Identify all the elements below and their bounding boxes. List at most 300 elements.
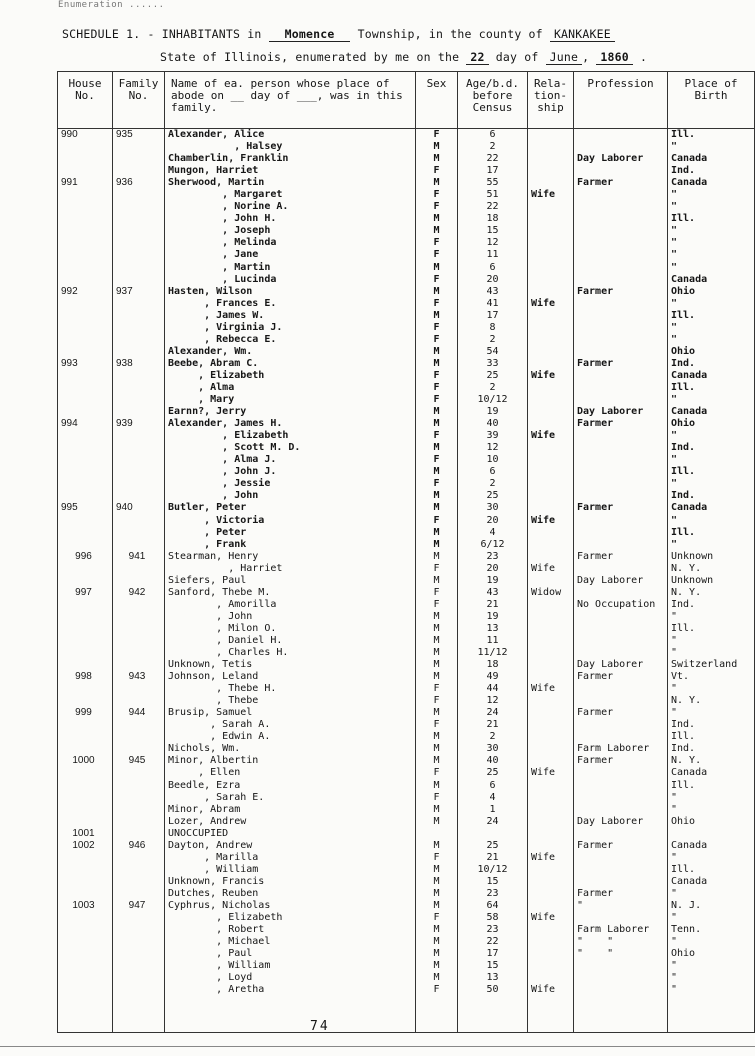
- sex-cell: M: [416, 153, 458, 165]
- sex-cell: F: [416, 165, 458, 177]
- family-number-cell: [113, 635, 165, 647]
- birthplace-cell: ": [668, 611, 755, 623]
- person-name-cell: , John: [165, 490, 416, 502]
- house-number-cell: 995: [58, 502, 113, 514]
- family-number-cell: [113, 816, 165, 828]
- age-cell: 41: [458, 298, 528, 310]
- family-number-cell: [113, 792, 165, 804]
- person-name-cell: , William: [165, 864, 416, 876]
- sex-cell: M: [416, 900, 458, 912]
- table-row: [58, 153, 755, 165]
- relationship-cell: [528, 707, 574, 719]
- age-cell: 39: [458, 430, 528, 442]
- birthplace-cell: Canada: [668, 274, 755, 286]
- table-row: [58, 792, 755, 804]
- sex-cell: M: [416, 972, 458, 984]
- sex-cell: F: [416, 767, 458, 779]
- relationship-cell: [528, 780, 574, 792]
- profession-cell: [574, 370, 668, 382]
- birthplace-cell: ": [668, 141, 755, 153]
- table-row: [58, 310, 755, 322]
- family-number-cell: [113, 948, 165, 960]
- person-name-cell: , Amorilla: [165, 599, 416, 611]
- table-row: [58, 442, 755, 454]
- relationship-cell: [528, 623, 574, 635]
- relationship-cell: [528, 948, 574, 960]
- sex-cell: M: [416, 659, 458, 671]
- age-cell: 64: [458, 900, 528, 912]
- profession-cell: [574, 780, 668, 792]
- person-name-cell: , Alma: [165, 382, 416, 394]
- column-header-row: [58, 72, 755, 129]
- person-name-cell: Siefers, Paul: [165, 575, 416, 587]
- family-number-cell: 937: [113, 286, 165, 298]
- birthplace-cell: Ill.: [668, 310, 755, 322]
- age-cell: 20: [458, 563, 528, 575]
- filler-cell: [574, 996, 668, 1032]
- family-number-cell: [113, 539, 165, 551]
- family-number-cell: 944: [113, 707, 165, 719]
- age-cell: 2: [458, 478, 528, 490]
- person-name-cell: Dutches, Reuben: [165, 888, 416, 900]
- table-row: [58, 502, 755, 514]
- age-cell: 24: [458, 816, 528, 828]
- age-cell: 11/12: [458, 647, 528, 659]
- sex-cell: F: [416, 599, 458, 611]
- sex-cell: M: [416, 960, 458, 972]
- person-name-cell: , Martin: [165, 262, 416, 274]
- relationship-cell: [528, 671, 574, 683]
- house-number-cell: [58, 575, 113, 587]
- age-cell: 40: [458, 418, 528, 430]
- age-cell: 51: [458, 189, 528, 201]
- house-number-cell: 996: [58, 551, 113, 563]
- person-name-cell: , Rebecca E.: [165, 334, 416, 346]
- profession-cell: [574, 430, 668, 442]
- profession-cell: [574, 141, 668, 153]
- age-cell: 23: [458, 551, 528, 563]
- house-number-cell: 994: [58, 418, 113, 430]
- family-number-cell: [113, 647, 165, 659]
- relationship-cell: [528, 478, 574, 490]
- table-row: [58, 611, 755, 623]
- age-cell: 6: [458, 780, 528, 792]
- family-number-cell: 935: [113, 129, 165, 142]
- relationship-cell: [528, 237, 574, 249]
- family-number-cell: [113, 165, 165, 177]
- table-row: [58, 551, 755, 563]
- sex-cell: M: [416, 876, 458, 888]
- county-name: KANKAKEE: [550, 27, 615, 42]
- relationship-cell: Wife: [528, 767, 574, 779]
- birthplace-cell: Ill.: [668, 466, 755, 478]
- family-number-cell: [113, 249, 165, 261]
- person-name-cell: , Aretha: [165, 984, 416, 996]
- family-number-cell: [113, 864, 165, 876]
- enumeration-month: June: [546, 50, 583, 65]
- sex-cell: M: [416, 647, 458, 659]
- sex-cell: M: [416, 707, 458, 719]
- family-number-cell: [113, 515, 165, 527]
- table-row: [58, 527, 755, 539]
- sex-cell: M: [416, 490, 458, 502]
- column-house-header: House No.: [58, 72, 113, 129]
- profession-cell: Day Laborer: [574, 153, 668, 165]
- profession-cell: Day Laborer: [574, 406, 668, 418]
- table-row: [58, 900, 755, 912]
- age-cell: 19: [458, 611, 528, 623]
- relationship-cell: [528, 454, 574, 466]
- house-number-cell: 997: [58, 587, 113, 599]
- age-cell: 49: [458, 671, 528, 683]
- birthplace-cell: ": [668, 237, 755, 249]
- birthplace-cell: ": [668, 647, 755, 659]
- family-number-cell: 945: [113, 755, 165, 767]
- table-row: [58, 683, 755, 695]
- sex-cell: [416, 828, 458, 840]
- relationship-cell: Wife: [528, 563, 574, 575]
- house-number-cell: [58, 454, 113, 466]
- age-cell: 4: [458, 792, 528, 804]
- family-number-cell: 939: [113, 418, 165, 430]
- house-number-cell: [58, 490, 113, 502]
- relationship-cell: [528, 611, 574, 623]
- birthplace-cell: N. Y.: [668, 695, 755, 707]
- house-number-cell: [58, 731, 113, 743]
- age-cell: 11: [458, 635, 528, 647]
- house-number-cell: [58, 370, 113, 382]
- profession-cell: No Occupation: [574, 599, 668, 611]
- sex-cell: F: [416, 792, 458, 804]
- profession-cell: [574, 864, 668, 876]
- profession-cell: " ": [574, 948, 668, 960]
- person-name-cell: Nichols, Wm.: [165, 743, 416, 755]
- age-cell: 15: [458, 225, 528, 237]
- family-number-cell: [113, 370, 165, 382]
- house-number-cell: [58, 394, 113, 406]
- house-number-cell: [58, 406, 113, 418]
- sex-cell: F: [416, 237, 458, 249]
- profession-cell: Day Laborer: [574, 575, 668, 587]
- filler-cell: [668, 996, 755, 1032]
- profession-cell: " ": [574, 936, 668, 948]
- age-cell: 54: [458, 346, 528, 358]
- birthplace-cell: Ill.: [668, 864, 755, 876]
- table-row: [58, 647, 755, 659]
- relationship-cell: [528, 527, 574, 539]
- relationship-cell: Wife: [528, 515, 574, 527]
- relationship-cell: [528, 201, 574, 213]
- sex-cell: M: [416, 936, 458, 948]
- profession-cell: Farmer: [574, 286, 668, 298]
- age-cell: 17: [458, 310, 528, 322]
- person-name-cell: Johnson, Leland: [165, 671, 416, 683]
- person-name-cell: , Jessie: [165, 478, 416, 490]
- filler-cell: [416, 996, 458, 1032]
- table-row: [58, 960, 755, 972]
- birthplace-cell: ": [668, 298, 755, 310]
- table-row: [58, 382, 755, 394]
- person-name-cell: , Melinda: [165, 237, 416, 249]
- profession-cell: [574, 719, 668, 731]
- sex-cell: M: [416, 177, 458, 189]
- family-number-cell: [113, 888, 165, 900]
- house-number-cell: 1002: [58, 840, 113, 852]
- birthplace-cell: ": [668, 394, 755, 406]
- age-cell: 30: [458, 743, 528, 755]
- birthplace-cell: ": [668, 515, 755, 527]
- age-cell: 21: [458, 719, 528, 731]
- sex-cell: M: [416, 225, 458, 237]
- person-name-cell: Minor, Abram: [165, 804, 416, 816]
- sex-cell: M: [416, 310, 458, 322]
- house-number-cell: [58, 201, 113, 213]
- profession-cell: [574, 792, 668, 804]
- age-cell: 4: [458, 527, 528, 539]
- sex-cell: M: [416, 539, 458, 551]
- sex-cell: M: [416, 755, 458, 767]
- table-row: [58, 804, 755, 816]
- person-name-cell: , Edwin A.: [165, 731, 416, 743]
- person-name-cell: , Norine A.: [165, 201, 416, 213]
- person-name-cell: Lozer, Andrew: [165, 816, 416, 828]
- table-row: [58, 358, 755, 370]
- profession-cell: [574, 623, 668, 635]
- relationship-cell: Widow: [528, 587, 574, 599]
- house-number-cell: [58, 888, 113, 900]
- column-relationship-header: Rela-tion-ship: [528, 72, 574, 129]
- person-name-cell: , Margaret: [165, 189, 416, 201]
- table-row: [58, 828, 755, 840]
- table-row: [58, 322, 755, 334]
- table-row: [58, 249, 755, 261]
- family-number-cell: [113, 322, 165, 334]
- age-cell: 23: [458, 924, 528, 936]
- age-cell: 12: [458, 442, 528, 454]
- house-number-cell: 990: [58, 129, 113, 142]
- table-row: [58, 406, 755, 418]
- birthplace-cell: Ohio: [668, 346, 755, 358]
- person-name-cell: , John J.: [165, 466, 416, 478]
- person-name-cell: , Frances E.: [165, 298, 416, 310]
- profession-cell: [574, 972, 668, 984]
- house-number-cell: [58, 334, 113, 346]
- profession-cell: [574, 695, 668, 707]
- family-number-cell: [113, 490, 165, 502]
- birthplace-cell: ": [668, 454, 755, 466]
- sex-cell: M: [416, 948, 458, 960]
- age-cell: 10: [458, 454, 528, 466]
- sex-cell: M: [416, 840, 458, 852]
- age-cell: 20: [458, 274, 528, 286]
- schedule-prefix: SCHEDULE 1. - INHABITANTS in: [62, 27, 262, 41]
- family-number-cell: [113, 575, 165, 587]
- relationship-cell: [528, 334, 574, 346]
- birthplace-cell: ": [668, 322, 755, 334]
- age-cell: 2: [458, 141, 528, 153]
- sex-cell: F: [416, 298, 458, 310]
- person-name-cell: Alexander, Wm.: [165, 346, 416, 358]
- age-cell: 13: [458, 623, 528, 635]
- family-number-cell: 940: [113, 502, 165, 514]
- age-cell: 22: [458, 153, 528, 165]
- family-number-cell: [113, 454, 165, 466]
- age-cell: 17: [458, 165, 528, 177]
- house-number-cell: [58, 515, 113, 527]
- birthplace-cell: Ill.: [668, 780, 755, 792]
- sex-cell: M: [416, 141, 458, 153]
- birthplace-cell: N. Y.: [668, 587, 755, 599]
- profession-cell: [574, 249, 668, 261]
- family-number-cell: 942: [113, 587, 165, 599]
- birthplace-cell: Ohio: [668, 286, 755, 298]
- relationship-cell: [528, 442, 574, 454]
- family-number-cell: [113, 767, 165, 779]
- table-row: [58, 298, 755, 310]
- person-name-cell: , Paul: [165, 948, 416, 960]
- relationship-cell: [528, 177, 574, 189]
- birthplace-cell: Ind.: [668, 719, 755, 731]
- house-number-cell: 1003: [58, 900, 113, 912]
- age-cell: 55: [458, 177, 528, 189]
- person-name-cell: , Jane: [165, 249, 416, 261]
- profession-cell: Farm Laborer: [574, 743, 668, 755]
- profession-cell: [574, 828, 668, 840]
- sex-cell: M: [416, 623, 458, 635]
- relationship-cell: [528, 225, 574, 237]
- table-row: [58, 731, 755, 743]
- table-row: [58, 972, 755, 984]
- table-row: [58, 430, 755, 442]
- person-name-cell: Hasten, Wilson: [165, 286, 416, 298]
- age-cell: 50: [458, 984, 528, 996]
- house-number-cell: [58, 527, 113, 539]
- birthplace-cell: Ill.: [668, 731, 755, 743]
- sex-cell: M: [416, 804, 458, 816]
- relationship-cell: Wife: [528, 430, 574, 442]
- house-number-cell: [58, 466, 113, 478]
- person-name-cell: , Elizabeth: [165, 912, 416, 924]
- table-row: [58, 984, 755, 996]
- day-of-label: day of: [495, 50, 539, 64]
- person-name-cell: Sherwood, Martin: [165, 177, 416, 189]
- family-number-cell: [113, 478, 165, 490]
- family-number-cell: 941: [113, 551, 165, 563]
- birthplace-cell: Ind.: [668, 490, 755, 502]
- age-cell: 6: [458, 262, 528, 274]
- family-number-cell: [113, 298, 165, 310]
- family-number-cell: [113, 201, 165, 213]
- person-name-cell: Earnn?, Jerry: [165, 406, 416, 418]
- age-cell: 22: [458, 936, 528, 948]
- sex-cell: F: [416, 587, 458, 599]
- table-row: [58, 840, 755, 852]
- house-number-cell: [58, 225, 113, 237]
- family-number-cell: [113, 804, 165, 816]
- relationship-cell: Wife: [528, 370, 574, 382]
- family-number-cell: [113, 623, 165, 635]
- birthplace-cell: ": [668, 852, 755, 864]
- header-comma: ,: [582, 50, 590, 64]
- family-number-cell: [113, 972, 165, 984]
- house-number-cell: [58, 912, 113, 924]
- relationship-cell: [528, 358, 574, 370]
- relationship-cell: Wife: [528, 189, 574, 201]
- house-number-cell: [58, 165, 113, 177]
- age-cell: 6: [458, 466, 528, 478]
- relationship-cell: [528, 635, 574, 647]
- birthplace-cell: ": [668, 984, 755, 996]
- age-cell: 2: [458, 334, 528, 346]
- house-number-cell: [58, 924, 113, 936]
- profession-cell: [574, 611, 668, 623]
- bottom-rule: [0, 1046, 755, 1047]
- sex-cell: M: [416, 418, 458, 430]
- relationship-cell: [528, 972, 574, 984]
- sex-cell: F: [416, 334, 458, 346]
- census-rows: [58, 129, 755, 1033]
- house-number-cell: [58, 936, 113, 948]
- birthplace-cell: ": [668, 478, 755, 490]
- house-number-cell: [58, 563, 113, 575]
- person-name-cell: Alexander, James H.: [165, 418, 416, 430]
- age-cell: 21: [458, 599, 528, 611]
- person-name-cell: , James W.: [165, 310, 416, 322]
- page-number: 74: [310, 1019, 330, 1034]
- relationship-cell: [528, 876, 574, 888]
- relationship-cell: [528, 816, 574, 828]
- person-name-cell: , Virginia J.: [165, 322, 416, 334]
- profession-cell: [574, 189, 668, 201]
- house-number-cell: [58, 478, 113, 490]
- birthplace-cell: Vt.: [668, 671, 755, 683]
- profession-cell: ": [574, 900, 668, 912]
- person-name-cell: , Harriet: [165, 563, 416, 575]
- birthplace-cell: Ill.: [668, 129, 755, 142]
- profession-cell: [574, 767, 668, 779]
- house-number-cell: [58, 719, 113, 731]
- age-cell: 6/12: [458, 539, 528, 551]
- sex-cell: M: [416, 575, 458, 587]
- relationship-cell: [528, 249, 574, 261]
- person-name-cell: , Alma J.: [165, 454, 416, 466]
- house-number-cell: 991: [58, 177, 113, 189]
- schedule-header-line: [62, 27, 615, 41]
- relationship-cell: [528, 141, 574, 153]
- person-name-cell: Alexander, Alice: [165, 129, 416, 142]
- profession-cell: Farm Laborer: [574, 924, 668, 936]
- table-row: [58, 563, 755, 575]
- relationship-cell: [528, 129, 574, 142]
- profession-cell: [574, 201, 668, 213]
- age-cell: 25: [458, 370, 528, 382]
- house-number-cell: [58, 876, 113, 888]
- township-name: Momence: [269, 27, 351, 42]
- birthplace-cell: Canada: [668, 876, 755, 888]
- house-number-cell: [58, 189, 113, 201]
- table-row: [58, 286, 755, 298]
- house-number-cell: [58, 310, 113, 322]
- age-cell: 15: [458, 960, 528, 972]
- age-cell: 22: [458, 201, 528, 213]
- sex-cell: F: [416, 430, 458, 442]
- person-name-cell: Stearman, Henry: [165, 551, 416, 563]
- relationship-cell: Wife: [528, 852, 574, 864]
- table-row: [58, 671, 755, 683]
- age-cell: 44: [458, 683, 528, 695]
- birthplace-cell: Canada: [668, 406, 755, 418]
- relationship-cell: [528, 804, 574, 816]
